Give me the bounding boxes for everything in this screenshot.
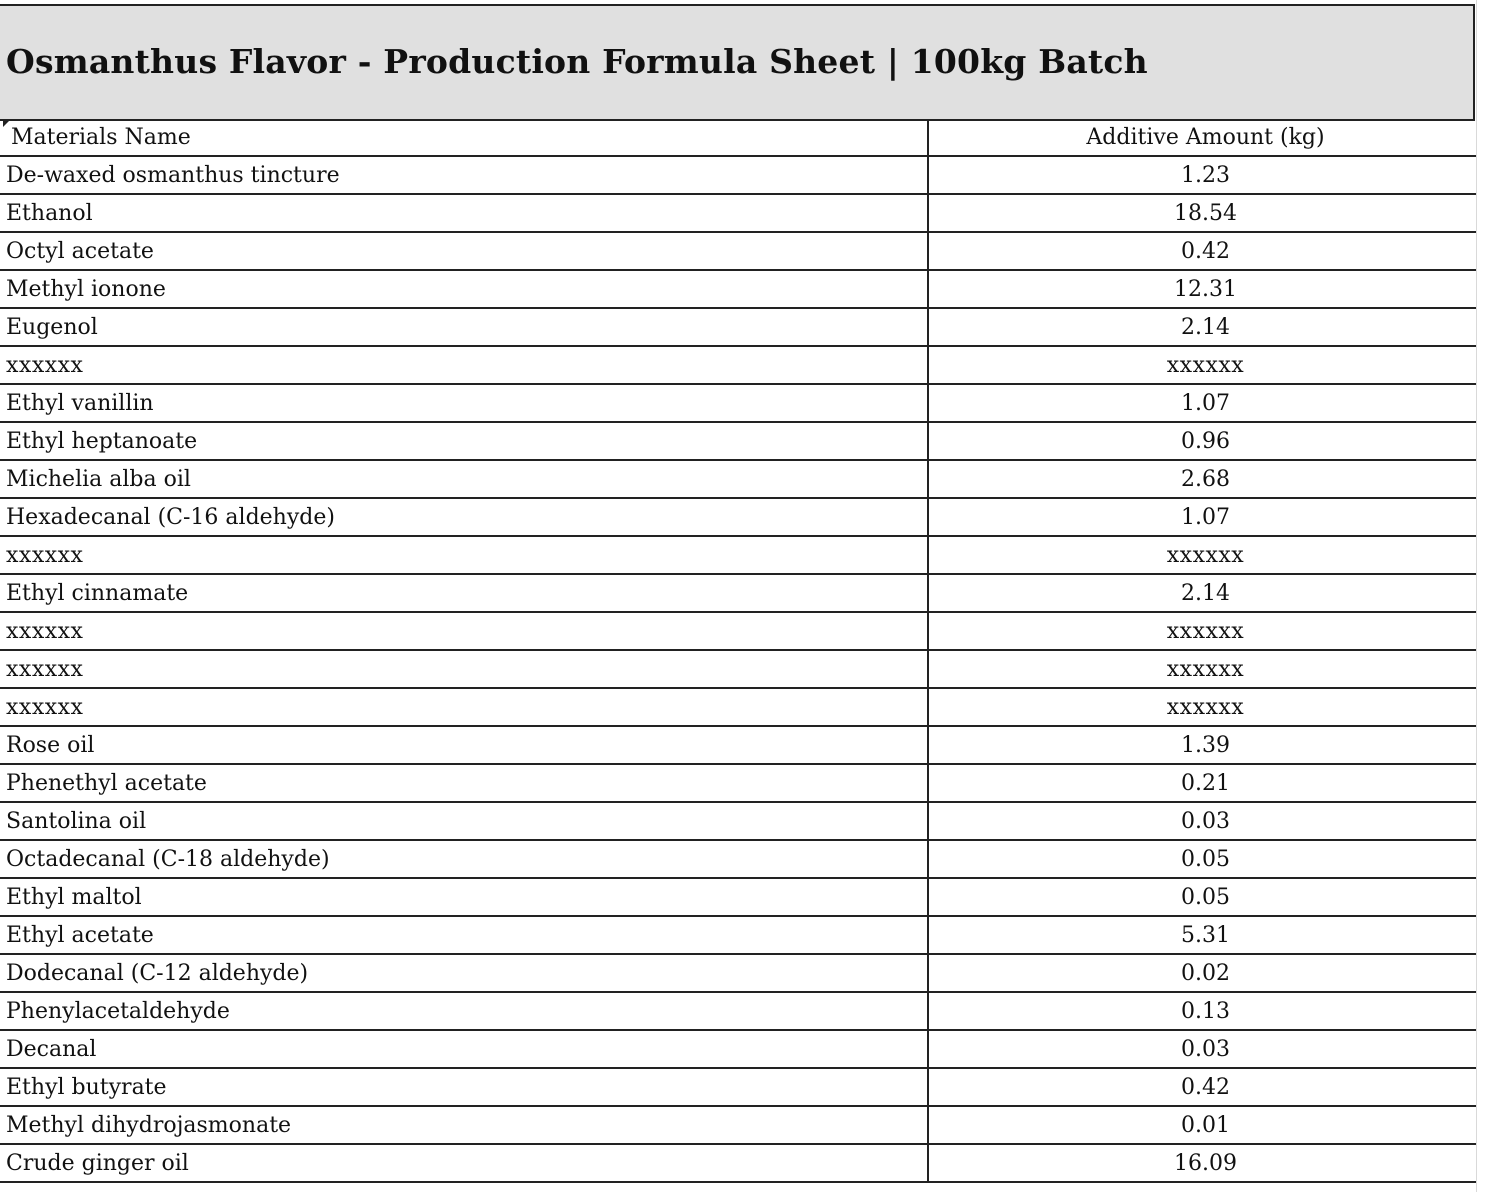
material-name-cell[interactable]: Phenylacetaldehyde (0, 992, 928, 1030)
header-materials-name[interactable]: Materials Name (0, 119, 928, 156)
material-name-cell[interactable]: Dodecanal (C-12 aldehyde) (0, 954, 928, 992)
material-name-cell[interactable]: xxxxxx (0, 612, 928, 650)
table-row (0, 460, 1483, 498)
additive-amount-cell[interactable]: 0.01 (928, 1106, 1483, 1144)
table-row (0, 802, 1483, 840)
additive-amount-cell[interactable]: 1.07 (928, 384, 1483, 422)
table-row (0, 194, 1483, 232)
additive-amount-cell[interactable]: 2.14 (928, 308, 1483, 346)
table-row (0, 1030, 1483, 1068)
table-row (0, 1068, 1483, 1106)
additive-amount-cell[interactable]: xxxxxx (928, 536, 1483, 574)
additive-amount-cell[interactable]: 16.09 (928, 1144, 1483, 1182)
table-row (0, 916, 1483, 954)
table-row (0, 688, 1483, 726)
additive-amount-cell[interactable]: xxxxxx (928, 346, 1483, 384)
material-name-cell[interactable]: Phenethyl acetate (0, 764, 928, 802)
additive-amount-cell[interactable]: 0.21 (928, 764, 1483, 802)
material-name-cell[interactable]: Octadecanal (C-18 aldehyde) (0, 840, 928, 878)
material-name-cell[interactable]: Rose oil (0, 726, 928, 764)
table-row (0, 1106, 1483, 1144)
additive-amount-cell[interactable]: 0.03 (928, 1030, 1483, 1068)
additive-amount-cell[interactable]: 2.68 (928, 460, 1483, 498)
material-name-cell[interactable]: Ethyl cinnamate (0, 574, 928, 612)
material-name-cell[interactable]: Decanal (0, 1030, 928, 1068)
material-name-cell[interactable]: Hexadecanal (C-16 aldehyde) (0, 498, 928, 536)
material-name-cell[interactable]: xxxxxx (0, 650, 928, 688)
additive-amount-cell[interactable]: 0.13 (928, 992, 1483, 1030)
table-row (0, 156, 1483, 194)
table-row (0, 650, 1483, 688)
table-row (0, 1144, 1483, 1182)
additive-amount-cell[interactable]: 0.96 (928, 422, 1483, 460)
additive-amount-cell[interactable]: 1.39 (928, 726, 1483, 764)
additive-amount-cell[interactable]: xxxxxx (928, 650, 1483, 688)
material-name-cell[interactable]: De-waxed osmanthus tincture (0, 156, 928, 194)
additive-amount-cell[interactable]: 0.42 (928, 232, 1483, 270)
material-name-cell[interactable]: Ethyl acetate (0, 916, 928, 954)
material-name-cell[interactable]: Eugenol (0, 308, 928, 346)
additive-amount-cell[interactable]: 5.31 (928, 916, 1483, 954)
table-row (0, 840, 1483, 878)
table-row (0, 612, 1483, 650)
title-cell[interactable] (0, 4, 1475, 121)
table-row (0, 270, 1483, 308)
table-row (0, 232, 1483, 270)
adjacent-empty-column[interactable] (1476, 0, 1486, 1192)
additive-amount-cell[interactable]: 0.42 (928, 1068, 1483, 1106)
sheet-title: Osmanthus Flavor - Production Formula Sheet | 100kg Batch (6, 42, 1148, 81)
table-row (0, 992, 1483, 1030)
table-row (0, 764, 1483, 802)
additive-amount-cell[interactable]: 1.23 (928, 156, 1483, 194)
additive-amount-cell[interactable]: 12.31 (928, 270, 1483, 308)
material-name-cell[interactable]: xxxxxx (0, 536, 928, 574)
additive-amount-cell[interactable]: 0.05 (928, 840, 1483, 878)
additive-amount-cell[interactable]: 18.54 (928, 194, 1483, 232)
material-name-cell[interactable]: xxxxxx (0, 688, 928, 726)
material-name-cell[interactable]: Ethanol (0, 194, 928, 232)
additive-amount-cell[interactable]: xxxxxx (928, 612, 1483, 650)
table-row (0, 726, 1483, 764)
material-name-cell[interactable]: Ethyl maltol (0, 878, 928, 916)
table-row (0, 384, 1483, 422)
additive-amount-cell[interactable]: xxxxxx (928, 688, 1483, 726)
table-row (0, 574, 1483, 612)
material-name-cell[interactable]: xxxxxx (0, 346, 928, 384)
material-name-cell[interactable]: Methyl dihydrojasmonate (0, 1106, 928, 1144)
table-row (0, 498, 1483, 536)
additive-amount-cell[interactable]: 0.02 (928, 954, 1483, 992)
table-row (0, 346, 1483, 384)
table-row (0, 878, 1483, 916)
table-row (0, 536, 1483, 574)
material-name-cell[interactable]: Ethyl butyrate (0, 1068, 928, 1106)
table-row (0, 308, 1483, 346)
material-name-cell[interactable]: Michelia alba oil (0, 460, 928, 498)
material-name-cell[interactable]: Santolina oil (0, 802, 928, 840)
material-name-cell[interactable]: Methyl ionone (0, 270, 928, 308)
header-additive-amount[interactable]: Additive Amount (kg) (928, 119, 1483, 156)
material-name-cell[interactable]: Crude ginger oil (0, 1144, 928, 1182)
additive-amount-cell[interactable]: 1.07 (928, 498, 1483, 536)
table-row (0, 422, 1483, 460)
material-name-cell[interactable]: Octyl acetate (0, 232, 928, 270)
header-row (0, 119, 1483, 156)
formula-table (0, 119, 1484, 1183)
additive-amount-cell[interactable]: 2.14 (928, 574, 1483, 612)
table-row (0, 954, 1483, 992)
material-name-cell[interactable]: Ethyl heptanoate (0, 422, 928, 460)
additive-amount-cell[interactable]: 0.03 (928, 802, 1483, 840)
additive-amount-cell[interactable]: 0.05 (928, 878, 1483, 916)
material-name-cell[interactable]: Ethyl vanillin (0, 384, 928, 422)
